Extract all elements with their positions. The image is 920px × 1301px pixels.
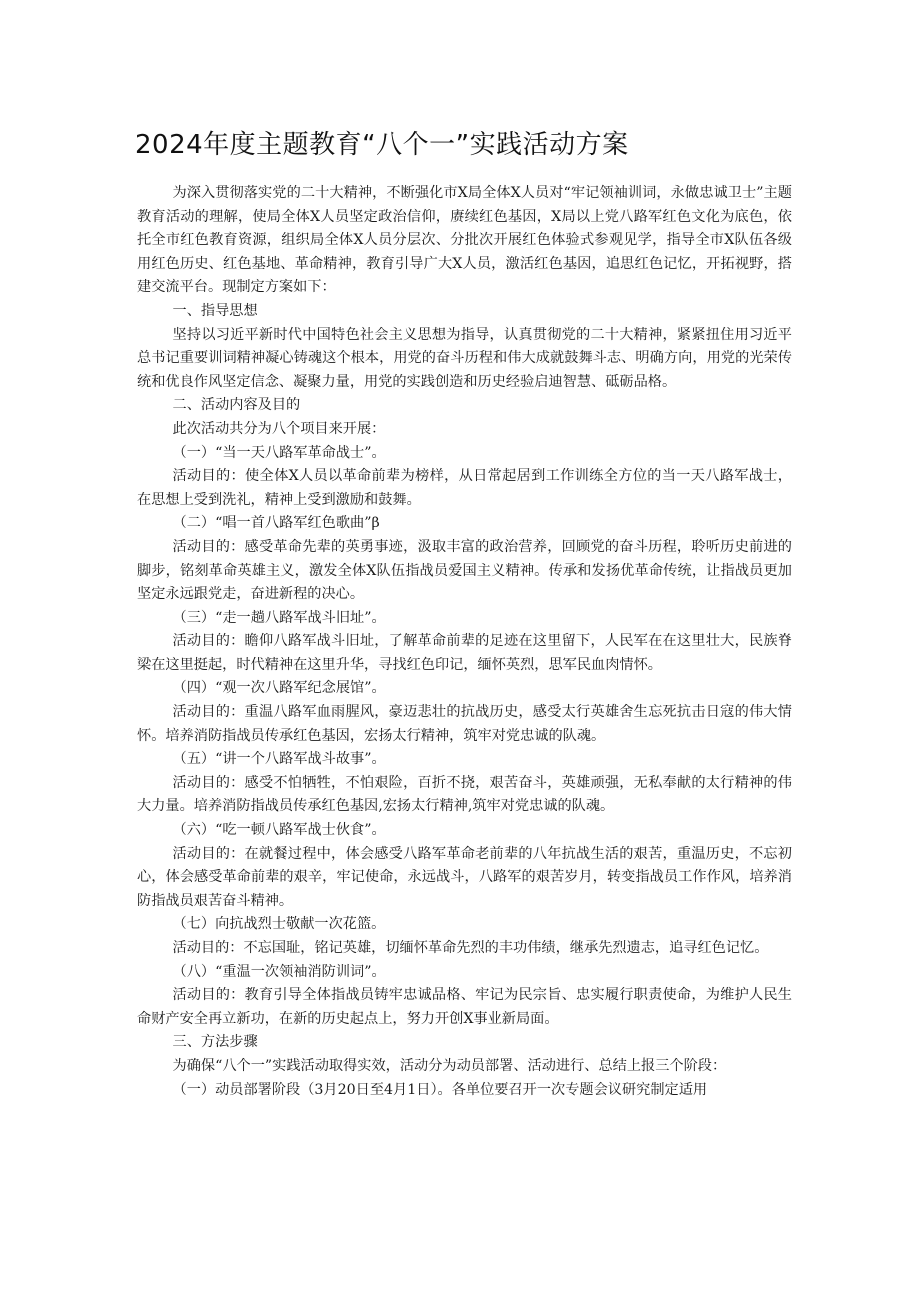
paragraph: 活动目的：瞻仰八路军战斗旧址，了解革命前辈的足迹在这里留下，人民军在在这里壮大，民族脊梁在这里挺起，时代精神在这里升华，寻找红色印记，缅怀英烈，思军民血肉情怀。 [137, 633, 792, 673]
paragraph: （七）向抗战烈士敬献一次花篮。 [172, 916, 386, 933]
document-title: 2024年度主题教育“八个一”实践活动方案 [135, 130, 629, 160]
paragraph: （二）“唱一首八路军红色歌曲”β [172, 515, 380, 532]
paragraph: 二、活动内容及目的 [172, 397, 301, 414]
paragraph: （五）“讲一个八路军战斗故事”。 [172, 751, 386, 768]
paragraph: 此次活动共分为八个项目来开展： [172, 420, 386, 437]
paragraph: （一）动员部署阶段（3月20日至4月1日）。各单位要召开一次专题会议研究制定适用 [172, 1081, 708, 1098]
paragraph: （三）“走一趟八路军战斗旧址”。 [172, 609, 386, 626]
paragraph: 活动目的：使全体X人员以革命前辈为榜样，从日常起居到工作训练全方位的当一天八路军战士，在思想上受到洗礼，精神上受到激励和鼓舞。 [137, 468, 792, 508]
paragraph: 三、方法步骤 [172, 1034, 258, 1051]
paragraph: 活动目的：在就餐过程中，体会感受八路军革命老前辈的八年抗战生活的艰苦，重温历史，不忘初心，体会感受革命前辈的艰辛，牢记使命，永远战斗，八路军的艰苦岁月，转变指战员工作作风，培养消防指战员艰苦奋斗精神。 [137, 845, 792, 909]
paragraph: （四）“观一次八路军纪念展馆”。 [172, 680, 386, 697]
paragraph: 活动目的：重温八路军血雨腥风，豪迈悲壮的抗战历史，感受太行英雄舍生忘死抗击日寇的伟大情怀。培养消防指战员传承红色基因，宏扬太行精神，筑牢对党忠诚的队魂。 [137, 704, 792, 744]
paragraph: 活动目的：感受革命先辈的英勇事迹，汲取丰富的政治营养，回顾党的奋斗历程，聆听历史前进的脚步，铭刻革命英雄主义，激发全体X队伍指战员爱国主义精神。传承和发扬优革命传统，让指战员更加坚定永远跟党走，奋进新程的决心。 [137, 538, 792, 603]
paragraph: 为深入贯彻落实党的二十大精神，不断强化市X局全体X人员对“牢记领袖训词，永做忠诚卫士”主题教育活动的理解，使局全体X人员坚定政治信仰，赓续红色基因，X局以上党八路军红色文化为底色，依托全市红色教育资源，组织局全体X人员分层次、分批次开展红色体验式参观见学，指导全市X队伍各级用红色历史、红色基地、革命精神，教育引导广大X人员，激活红色基因，追思红色记忆，开拓视野，搭建交流平台。现制定方案如下： [137, 185, 792, 296]
paragraph: 活动目的：不忘国耻，铭记英雄，切缅怀革命先烈的丰功伟绩，继承先烈遗志，追寻红色记忆。 [172, 940, 769, 956]
paragraph: （八）“重温一次领袖消防训词”。 [172, 963, 386, 980]
paragraph: 一、指导思想 [172, 302, 258, 319]
paragraph: 活动目的：感受不怕牺牲，不怕艰险，百折不挠，艰苦奋斗，英雄顽强，无私奉献的太行精神的伟大力量。培养消防指战员传承红色基因,宏扬太行精神,筑牢对党忠诚的队魂。 [137, 774, 792, 815]
paragraph: 坚持以习近平新时代中国特色社会主义思想为指导，认真贯彻党的二十大精神，紧紧扭住用习近平总书记重要训词精神凝心铸魂这个根本，用党的奋斗历程和伟大成就鼓舞斗志、明确方向，用党的光荣传统和优良作风坚定信念、凝聚力量，用党的实践创造和历史经验启迪智慧、砥砺品格。 [137, 326, 792, 390]
document-body [137, 182, 792, 1102]
paragraph: 活动目的：教育引导全体指战员铸牢忠诚品格、牢记为民宗旨、忠实履行职责使命，为维护人民生命财产安全再立新功，在新的历史起点上，努力开创X事业新局面。 [137, 987, 792, 1027]
paragraph: （一）“当一天八路军革命战士”。 [172, 444, 386, 461]
paragraph: （六）“吃一顿八路军战士伙食”。 [172, 822, 386, 839]
paragraph: 为确保“八个一”实践活动取得实效，活动分为动员部署、活动进行、总结上报三个阶段： [172, 1057, 727, 1074]
